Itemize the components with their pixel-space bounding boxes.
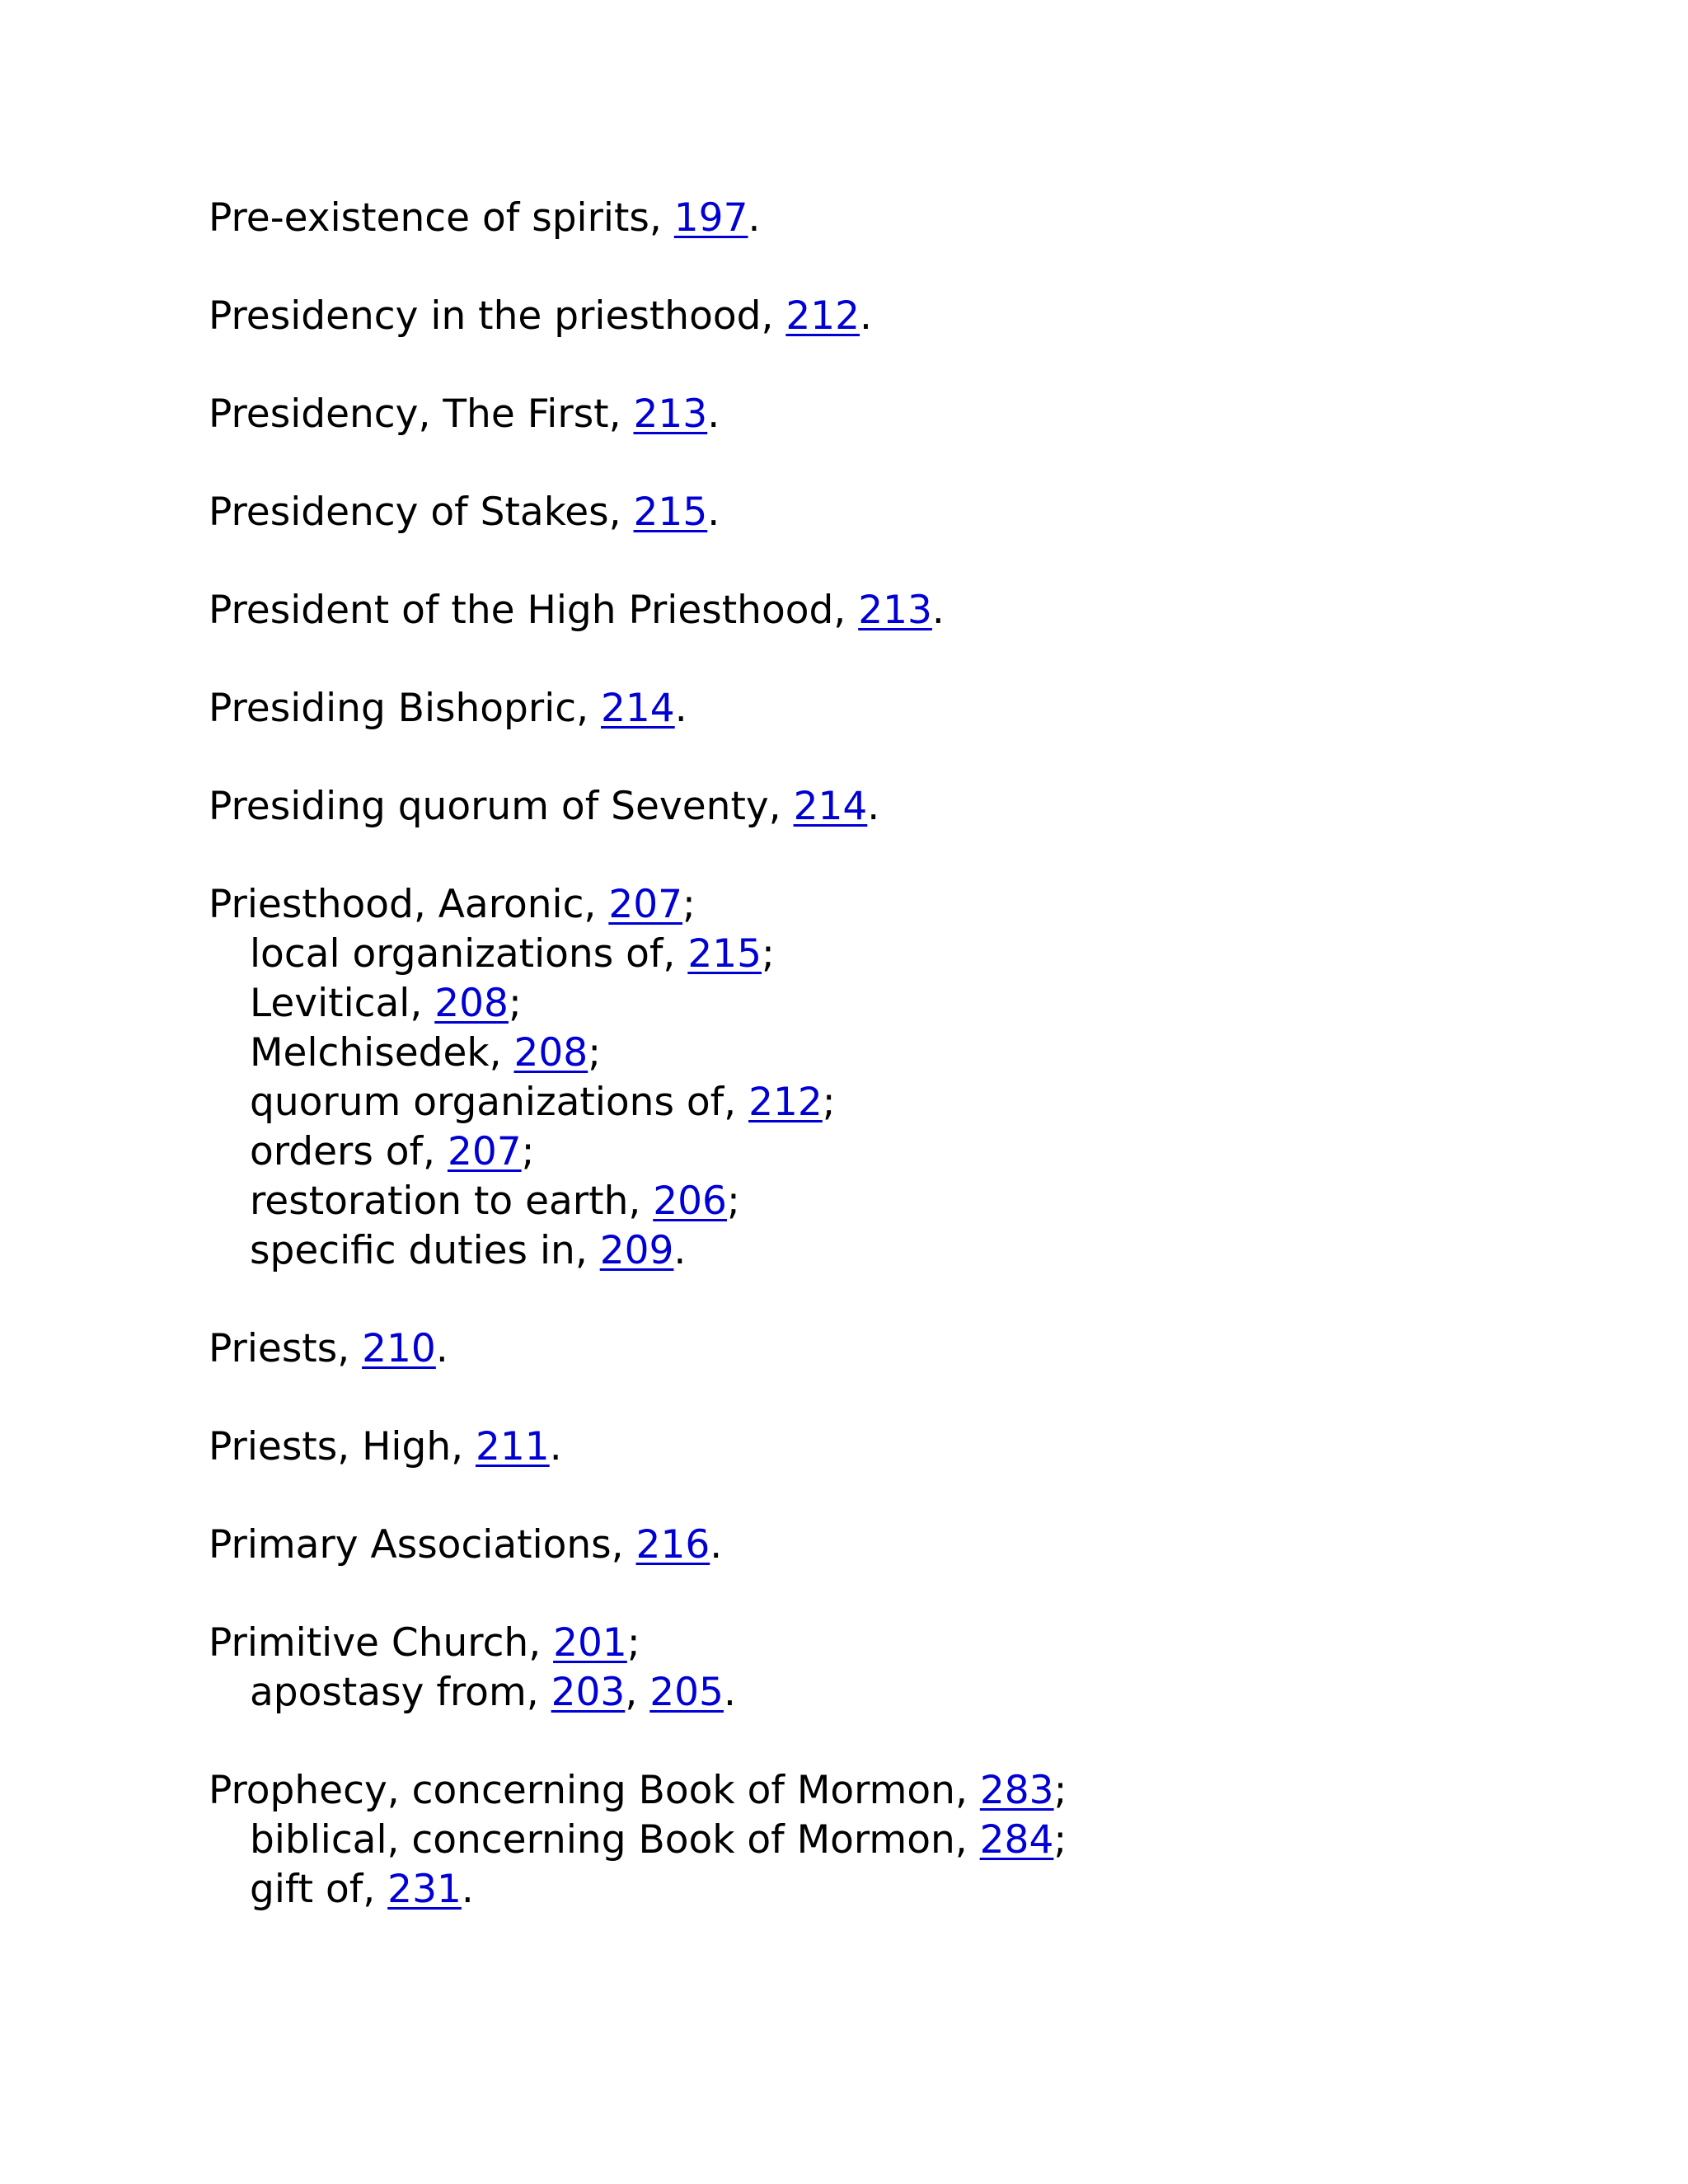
entry-text: orders of, <box>250 1129 448 1174</box>
page-reference-link[interactable]: 207 <box>608 882 683 927</box>
page-reference-link[interactable]: 197 <box>673 195 748 241</box>
entry-punctuation: . <box>748 195 761 241</box>
entry-text: Presidency in the priesthood, <box>209 293 786 339</box>
entry-text: apostasy from, <box>250 1670 551 1715</box>
page-reference-link[interactable]: 208 <box>434 981 509 1026</box>
entry-text: local organizations of, <box>250 931 688 977</box>
index-entry <box>209 1521 1610 1570</box>
page-reference-link[interactable]: 206 <box>653 1179 727 1224</box>
entry-text: Priests, <box>209 1326 363 1371</box>
entry-text: Levitical, <box>250 981 435 1026</box>
index-subentry-line <box>209 930 1610 979</box>
index-entry-line <box>209 1619 1610 1668</box>
index-entry <box>209 782 1610 832</box>
entry-punctuation: ; <box>1053 1768 1067 1813</box>
page-reference-link[interactable]: 212 <box>748 1080 823 1125</box>
entry-text: Primitive Church, <box>209 1620 554 1666</box>
page-reference-link[interactable]: 203 <box>551 1670 626 1715</box>
entry-text: Pre-existence of spirits, <box>209 195 674 241</box>
entry-punctuation: . <box>707 490 720 535</box>
page-reference-link[interactable]: 213 <box>858 588 932 633</box>
index-entry-line <box>209 782 1610 832</box>
index-entry-line <box>209 1766 1610 1816</box>
index-entry <box>209 488 1610 537</box>
index-entry-line <box>209 1324 1610 1374</box>
index-entry <box>209 586 1610 635</box>
entry-text: Primary Associations, <box>209 1522 636 1568</box>
entry-punctuation: ; <box>726 1179 740 1224</box>
index-entry <box>209 390 1610 439</box>
entry-punctuation: ; <box>521 1129 535 1174</box>
entry-punctuation: ; <box>822 1080 836 1125</box>
index-subentry-line <box>209 1078 1610 1127</box>
entry-text: Melchisedek, <box>250 1030 514 1076</box>
index-entry-line <box>209 684 1610 733</box>
entry-text: gift of, <box>250 1867 388 1912</box>
page-reference-link[interactable]: 211 <box>476 1424 550 1469</box>
index-entry-line <box>209 1521 1610 1570</box>
index-entry <box>209 292 1610 341</box>
index-subentry-line <box>209 1816 1610 1865</box>
index-entry-line <box>209 390 1610 439</box>
entry-text: Presidency, The First, <box>209 391 634 437</box>
entry-punctuation: . <box>707 391 720 437</box>
page-reference-link[interactable]: 214 <box>601 686 675 731</box>
index-entry-line <box>209 488 1610 537</box>
page-reference-link[interactable]: 201 <box>553 1620 627 1666</box>
index-entry <box>209 684 1610 733</box>
page-reference-link[interactable]: 207 <box>447 1129 522 1174</box>
page-reference-link[interactable]: 231 <box>387 1867 462 1912</box>
index-entry-line <box>209 880 1610 930</box>
page-reference-link[interactable]: 209 <box>599 1228 674 1273</box>
entry-punctuation: . <box>867 784 880 829</box>
index-entry-line <box>209 292 1610 341</box>
entry-text: restoration to earth, <box>250 1179 654 1224</box>
entry-text: President of the High Priesthood, <box>209 588 859 633</box>
entry-punctuation: ; <box>1053 1817 1067 1863</box>
index-entry-line <box>209 586 1610 635</box>
index-subentry-line <box>209 1668 1610 1718</box>
index-entry <box>209 1619 1610 1718</box>
index-subentry-line <box>209 1029 1610 1078</box>
entry-punctuation: ; <box>682 882 696 927</box>
index-subentry-line <box>209 1177 1610 1226</box>
entry-text: quorum organizations of, <box>250 1080 749 1125</box>
page-reference-link[interactable]: 212 <box>785 293 860 339</box>
entry-punctuation: . <box>723 1670 736 1715</box>
entry-text: Priests, High, <box>209 1424 476 1469</box>
page-reference-link[interactable]: 215 <box>687 931 762 977</box>
page-reference-link[interactable]: 284 <box>979 1817 1054 1863</box>
entry-text: specific duties in, <box>250 1228 600 1273</box>
index-entry-line <box>209 1422 1610 1472</box>
index-entry <box>209 1324 1610 1374</box>
index-entry-line <box>209 194 1610 243</box>
entry-punctuation: . <box>931 588 945 633</box>
page-reference-link[interactable]: 208 <box>513 1030 588 1076</box>
page-reference-link[interactable]: 283 <box>979 1768 1054 1813</box>
entry-punctuation: ; <box>588 1030 602 1076</box>
page-reference-link[interactable]: 216 <box>635 1522 710 1568</box>
entry-text: Prophecy, concerning Book of Mormon, <box>209 1768 980 1813</box>
entry-punctuation: ; <box>762 931 775 977</box>
entry-punctuation: . <box>673 1228 687 1273</box>
index-subentry-line <box>209 1865 1610 1915</box>
page-reference-link[interactable]: 213 <box>633 391 708 437</box>
page-reference-link[interactable]: 205 <box>649 1670 724 1715</box>
entry-punctuation: . <box>549 1424 562 1469</box>
ref-separator: , <box>625 1670 650 1715</box>
index-subentry-line <box>209 1226 1610 1276</box>
entry-punctuation: ; <box>626 1620 640 1666</box>
index-entry <box>209 880 1610 1276</box>
entry-punctuation: . <box>435 1326 448 1371</box>
entry-text: Priesthood, Aaronic, <box>209 882 609 927</box>
entry-punctuation: . <box>710 1522 723 1568</box>
index-subentry-line <box>209 979 1610 1029</box>
entry-text: Presiding Bishopric, <box>209 686 601 731</box>
entry-text: Presiding quorum of Seventy, <box>209 784 794 829</box>
page-reference-link[interactable]: 214 <box>793 784 868 829</box>
index-entry <box>209 1422 1610 1472</box>
entry-punctuation: ; <box>508 981 522 1026</box>
entry-punctuation: . <box>860 293 872 339</box>
entry-text: Presidency of Stakes, <box>209 490 634 535</box>
index-entry <box>209 194 1610 243</box>
index-subentry-line <box>209 1127 1610 1177</box>
index-entry <box>209 1766 1610 1915</box>
page-reference-link[interactable]: 210 <box>362 1326 436 1371</box>
entry-punctuation: . <box>461 1867 474 1912</box>
index-list <box>209 194 1610 1963</box>
entry-text: biblical, concerning Book of Mormon, <box>250 1817 980 1863</box>
entry-punctuation: . <box>674 686 687 731</box>
page-reference-link[interactable]: 215 <box>633 490 708 535</box>
